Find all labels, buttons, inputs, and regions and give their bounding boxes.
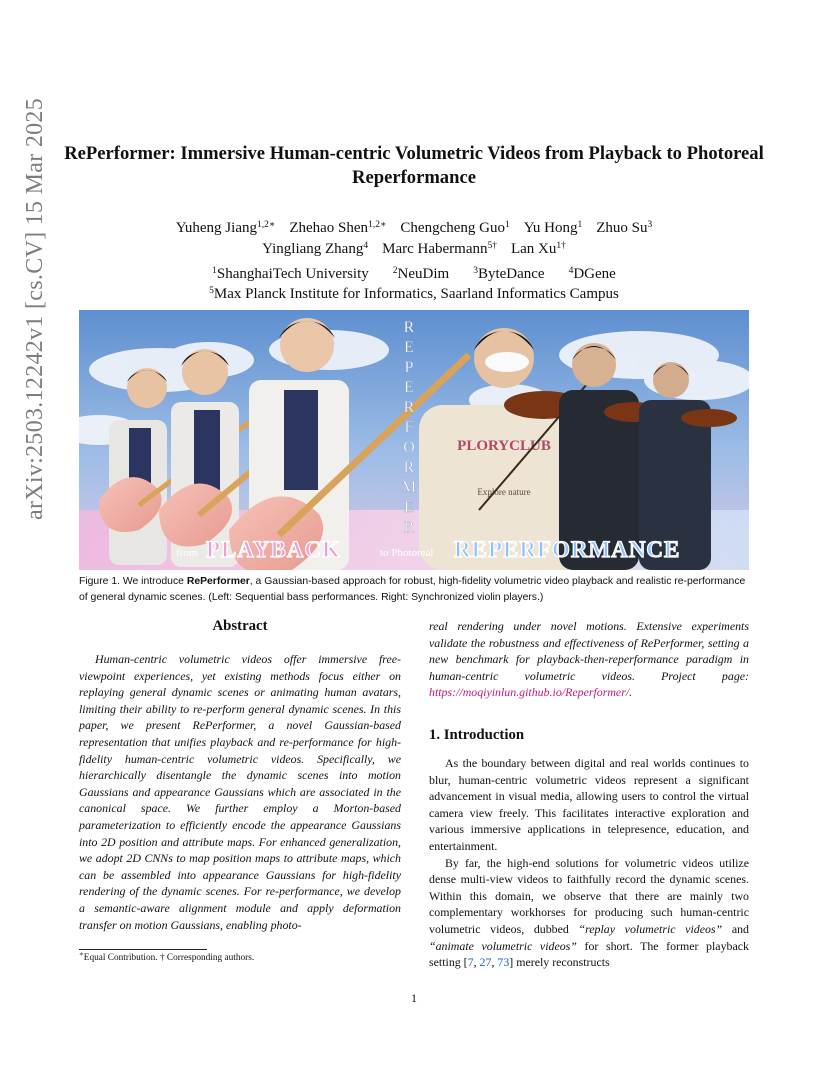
affiliation: $^1$ShanghaiTech University [212,266,369,282]
intro-paragraph-1: As the boundary between digital and real worlds continues to blur, human-centric volumetric videos represent a significant advancement in visual media, allowing users to control the virtual camera view freely. This facilitates interactive exploration and various immersive applications in telepresence, education, and entertainment. [429,755,749,853]
footnote-rule [79,949,207,950]
introduction-heading: 1. Introduction [429,726,525,743]
vertical-letter: E [404,339,414,356]
author: Chengcheng Guo$^1$ [400,220,510,236]
teaser-from-text: from [176,547,198,559]
citation-link[interactable]: 27 [479,955,492,970]
affiliation: $^2$NeuDim [392,266,450,282]
arxiv-identifier-text: arXiv:2503.12242v1 [cs.CV] 15 Mar 2025 [22,97,48,520]
vertical-letter: M [401,479,417,496]
abstract-text: Human-centric volumetric videos offer immersive free-viewpoint experiences, yet existing methods focus either on replaying general dynamic scenes or animating human avatars, limiting their ability to re-perform general dynamic scenes. In this paper, we present RePerformer, a novel Gaussian-based representation that unifies playback and re-performance for high-fidelity human-centric volumetric videos. Specifically, we hierarchically disentangle the dynamic scenes into motion Gaussians and appearance Gaussians which are associated in the canonical space. We further employ a Morton-based parameterization to efficiently encode the appearance Gaussians into 2D position and attribute maps. For enhanced generalization, we adopt 2D CNNs to map position maps to attribute maps, which can be assembled into appearance Gaussians for high-fidelity rendering of the dynamic scenes. For re-performance, we develop a semantic-aware alignment module and apply deformation transfer on motion Gaussians, enabling photo- [79,652,401,932]
affiliation: $^4$DGene [568,266,616,282]
page-number: 1 [411,991,417,1005]
intro-paragraph-2: By far, the high-end solutions for volumetric videos utilize dense multi-view videos to faithfully record the dynamic scenes. Within this domain, we observe that there are mainly two complementary workhorses for producing such human-centric volumetric videos, dubbed “replay volumetric videos” and “animate volumetric videos” for short. The former playback setting [7, 27, 73] merely reconstructs [429,855,749,970]
paper-title: RePerformer: Immersive Human-centric Volumetric Videos from Playback to Photoreal Reperformance [64,143,764,188]
vertical-letter: O [403,439,415,456]
left-column [79,616,401,933]
teaser-to-photoreal-text: to Photoreal [380,547,434,559]
teaser-image [79,310,749,570]
author: Lan $Xu^{1\dagger}$ [510,241,566,257]
citation-link[interactable]: 73 [497,955,510,970]
author: Yingliang Zhang$^4$ [262,241,369,257]
teaser-playback-text: PLAYBACK [206,537,341,562]
author: Yu Hong$^1$ [523,220,583,236]
affiliation: $^5$Max Planck Institute for Informatics, Saarland Informatics Campus [209,286,619,302]
author-list [60,218,768,260]
author: Marc Habermann$^{5\dagger}$ [382,241,497,257]
author: Zhehao Shen$^{1,2∗}$ [289,220,387,236]
vertical-letter: E [404,379,414,396]
abstract-continuation: real rendering under novel motions. Extensive experiments validate the robustness and effectiveness of RePerformer, setting a new benchmark for playback-then-reperformance paradigm in human-centric volumetric videos. Project page: https://moqiyinlun.github.io/Reperformer/. [429,619,749,700]
shirt-subtext: Explore nature [477,487,531,497]
teaser-figure [79,310,749,570]
teaser-reperformance-text: REPERFORMANCE [454,537,681,562]
right-column [429,618,749,971]
vertical-letter: P [404,359,414,376]
author: Yuheng Jiang$^{1,2∗}$ [175,220,276,236]
shirt-text: PLORYCLUB [457,438,551,454]
vertical-letter: R [403,319,415,336]
footnote: ∗Equal Contribution. † Corresponding authors. [79,950,255,963]
abstract-heading: Abstract [212,618,268,634]
author: Zhuo Su$^3$ [596,220,653,236]
affiliation: $^3$ByteDance [473,266,545,282]
vertical-letter: E [404,499,414,516]
vertical-letter: F [404,419,414,436]
vertical-letter: R [403,459,415,476]
figure-caption: Figure 1. We introduce RePerformer, a Gaussian-based approach for robust, high-fidelity volumetric video playback and realistic re-performance of general dynamic scenes. (Left: Sequential bass performances. Right: Synchronized violin players.) [79,576,746,603]
vertical-letter: R [403,399,415,416]
vertical-letter: R [403,519,415,536]
project-page-link[interactable]: https://moqiyinlun.github.io/Reperformer/ [429,685,630,700]
citation-link[interactable]: 7 [467,955,474,970]
affiliation-list [60,264,768,304]
